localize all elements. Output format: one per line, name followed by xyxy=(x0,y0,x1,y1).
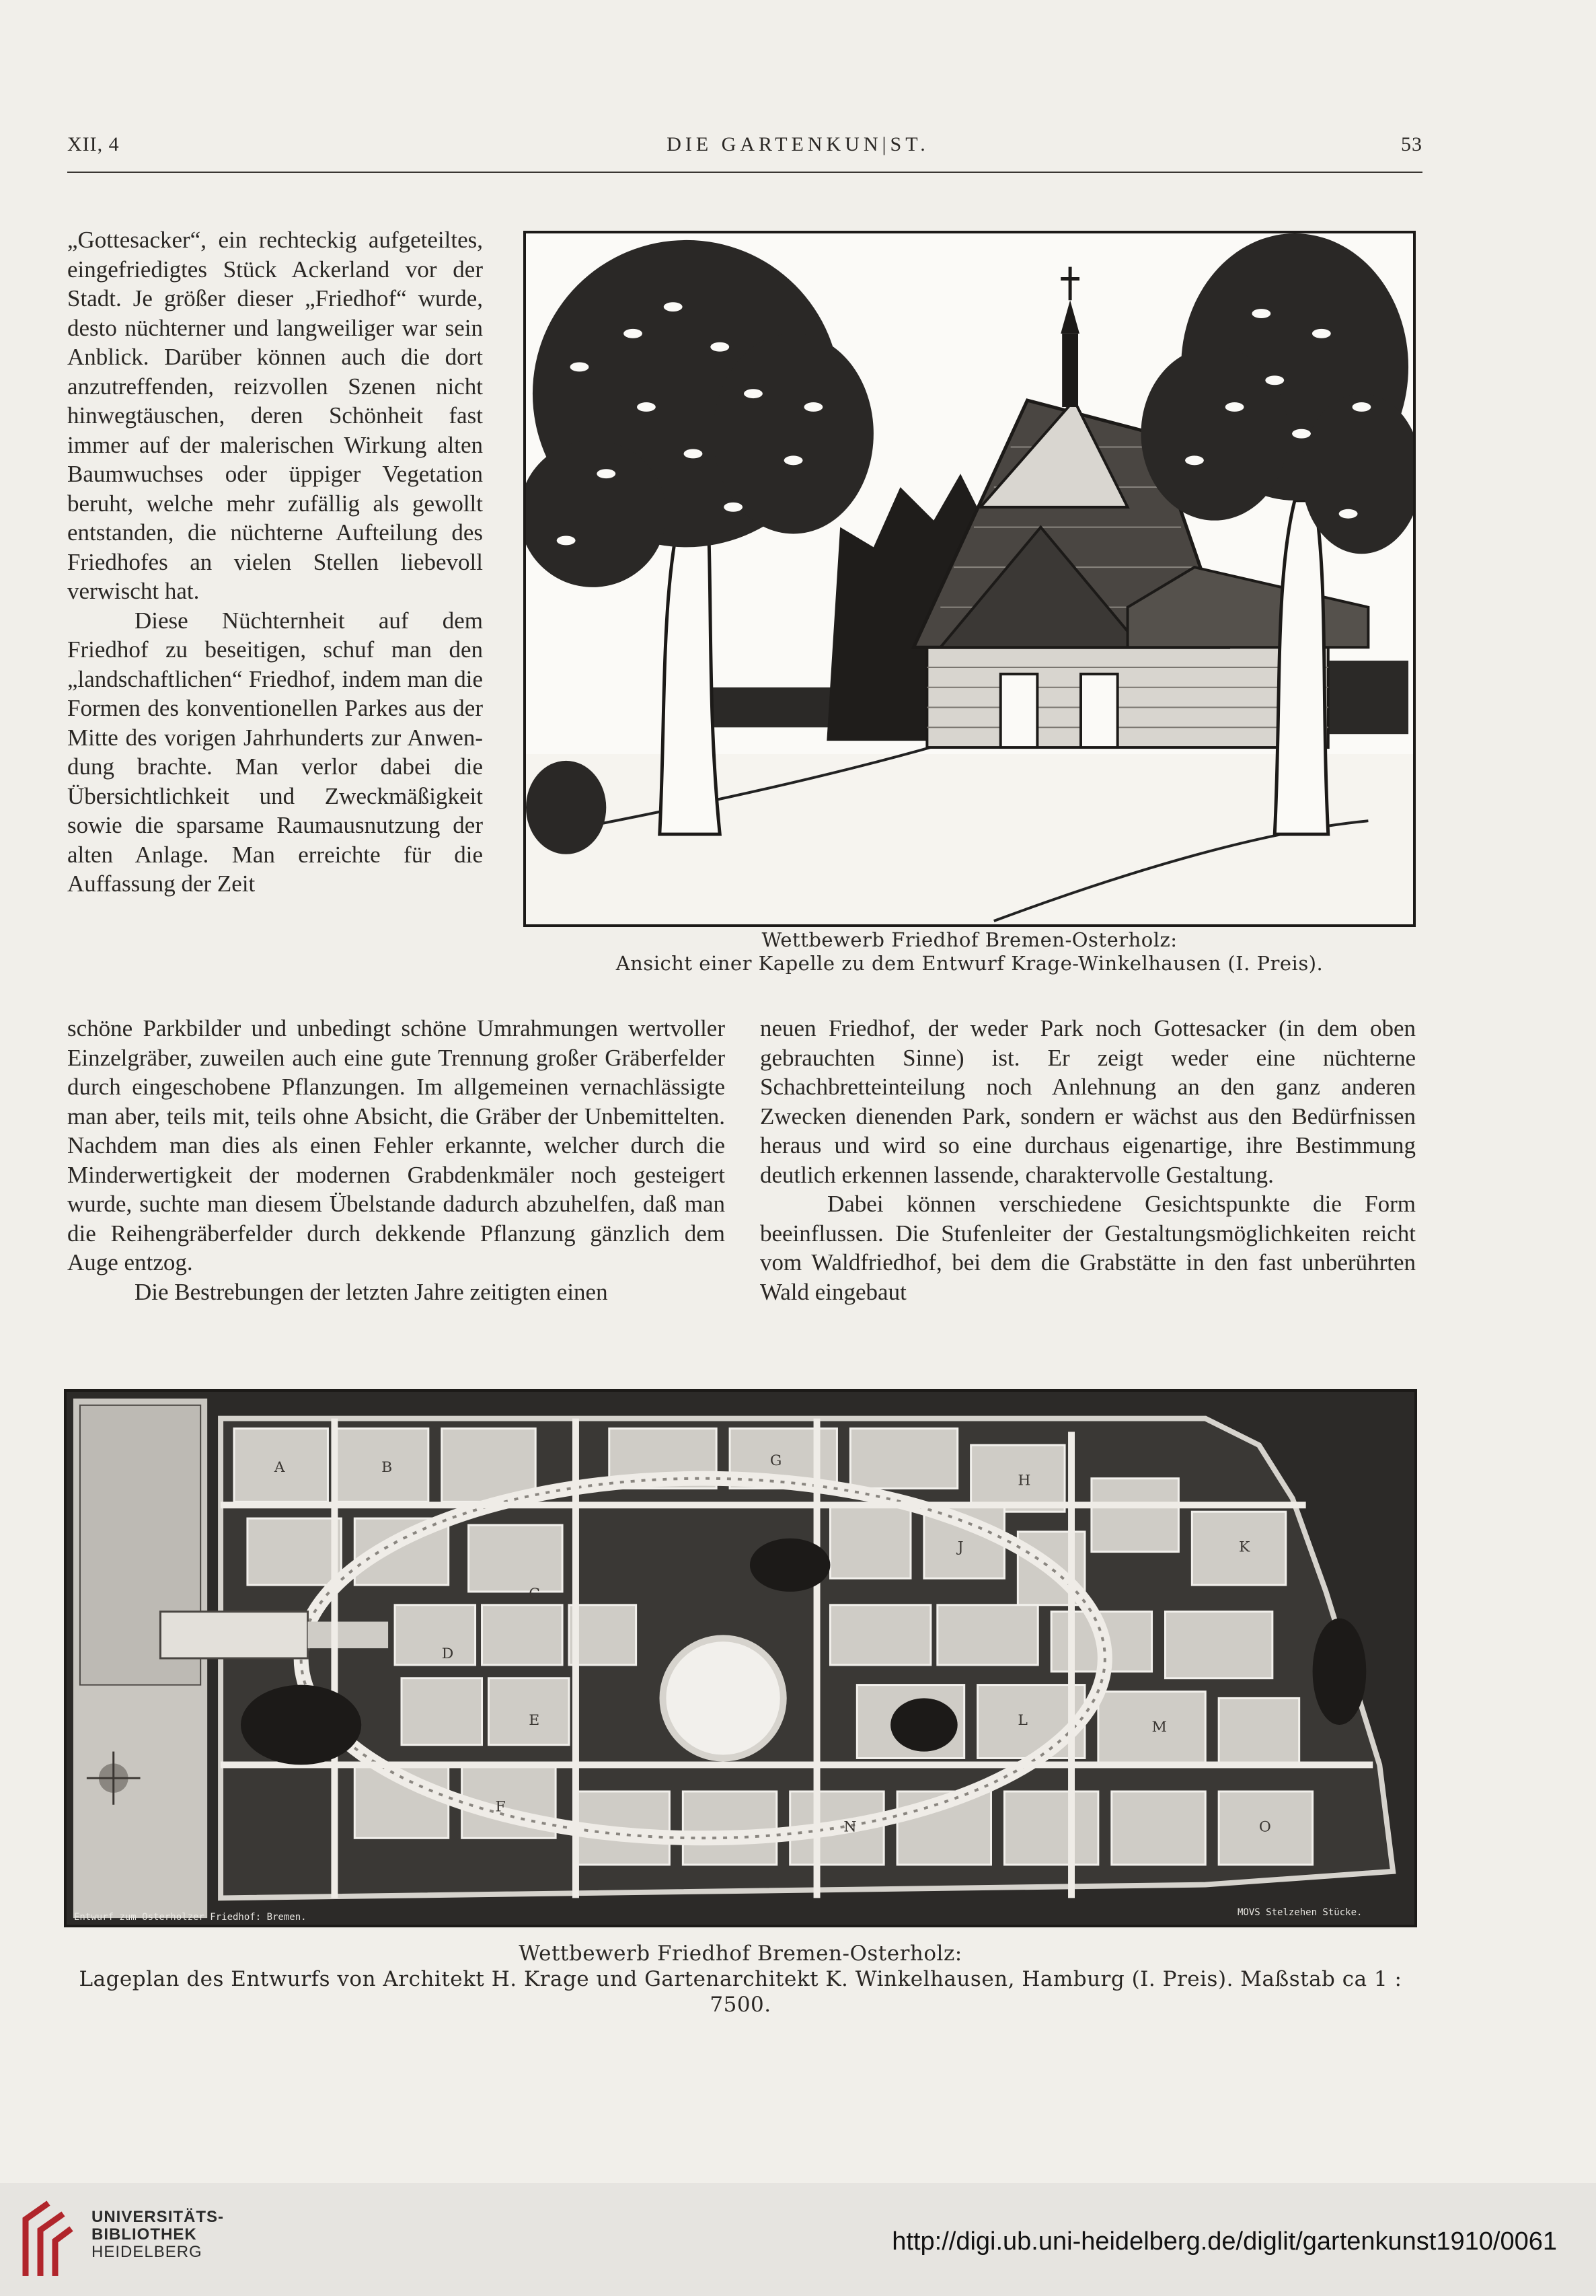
paragraph: schöne Parkbilder und unbedingt schöne Umrahmungen wertvoller Einzelgräber, zuweilen auch eine gute Trennung großer Gräberfelder durch eingeschobene Pflanzungen. Im allgemeinen vernachlässigte man aber, teils mit, teils ohne Absicht, die Gräber der Unbemittelten. Nachdem man dies als einen Fehler erkannte, welcher durch die Minderwertigkeit der modernen Grabdenkmäler noch gesteigert wurde, suchte man diesem Übelstande dadurch abzuhelfen, daß man die Reihengräberfelder durch dekkende Pflanzung gänzlich dem Auge entzog. xyxy=(67,1015,725,1275)
paragraph: Dabei können verschiedene Gesichtspunkte die Form beeinflussen. Die Stufenleiter der Gestaltungsmöglichkeiten reicht vom Waldfriedhof, bei dem die Grabstätte in den fast unberührten Wald eingebaut xyxy=(760,1191,1416,1305)
svg-text:A: A xyxy=(274,1458,285,1476)
svg-text:M: M xyxy=(1151,1718,1167,1736)
figure1-caption xyxy=(523,928,1416,975)
text-column-left-top xyxy=(67,225,483,899)
caption-line: Ansicht einer Kapelle zu dem Entwurf Krage-Winkelhausen (I. Preis). xyxy=(615,952,1324,975)
svg-text:C: C xyxy=(529,1585,541,1602)
site-plan-illustration xyxy=(64,1389,1417,1927)
library-name-line: HEIDELBERG xyxy=(91,2243,202,2261)
library-name-line: UNIVERSITÄTS- xyxy=(91,2208,225,2226)
paragraph: neuen Friedhof, der weder Park noch Gottesacker (in dem oben gebrauchten Sinne) ist. Er zeigt weder eine nüchterne Schachbretteinteilung noch Anlehnung an den ganz anderen Zwecken dienenden Park, sondern er wächst aus den Bedürfnissen heraus und wird so eine durchaus eigenartige, ihre Bestimmung deutlich erkennen lassende, charaktervolle Gestaltung. xyxy=(760,1015,1416,1188)
svg-text:B: B xyxy=(381,1458,393,1476)
volume-number: XII, 4 xyxy=(67,133,120,155)
caption-line: Lageplan des Entwurfs von Architekt H. Krage und Gartenarchitekt K. Winkelhausen, Hamburg (I. Preis). Maßstab ca 1 : 7500. xyxy=(79,1967,1402,2017)
journal-title: DIE GARTENKUN|ST. xyxy=(667,133,929,155)
svg-text:H: H xyxy=(1018,1472,1031,1489)
svg-text:G: G xyxy=(769,1452,782,1469)
paragraph: „Gottesacker“, ein rechteckig aufgeteiltes, eingefriedigtes Stück Ackerland vor der Stadt. Je größer dieser „Friedhof“ wurde, desto nüchterner und langweiliger war sein Anblick. Darüber können auch die dort anzutreffenden, reizvollen Szenen nicht hinwegtäuschen, deren Schönheit fast immer auf der malerischen Wirkung alten Baumwuchses oder üppiger Vegetation beruht, welche mehr zufällig als gewollt entstanden, die nüchterne Aufteilung des Friedhofes an vielen Stellen liebevoll verwischt hat. xyxy=(67,227,483,604)
svg-text:O: O xyxy=(1258,1818,1271,1836)
svg-text:K: K xyxy=(1239,1539,1250,1556)
plan-title-label: Entwurf zum Osterholzer Friedhof: Bremen. xyxy=(74,1912,307,1923)
page-number: 53 xyxy=(1401,133,1422,155)
paragraph: Die Bestrebungen der letzten Jahre zeitigten einen xyxy=(135,1278,608,1305)
svg-text:E: E xyxy=(529,1712,540,1729)
chapel-illustration xyxy=(523,231,1416,927)
text-column-left-bottom xyxy=(67,1014,725,1306)
library-name-line: BIBLIOTHEK xyxy=(91,2225,197,2244)
svg-text:D: D xyxy=(441,1645,454,1662)
library-logo-icon xyxy=(17,2196,77,2283)
svg-text:F: F xyxy=(495,1798,506,1816)
permalink-url[interactable]: http://digi.ub.uni-heidelberg.de/diglit/gartenkunst1910/0061 xyxy=(892,2227,1557,2256)
svg-text:L: L xyxy=(1018,1712,1028,1729)
svg-text:N: N xyxy=(843,1818,857,1836)
plan-legend-label: MOVS Stelzehen Stücke. xyxy=(1238,1907,1363,1918)
library-name xyxy=(91,2209,224,2261)
digitization-footer xyxy=(0,2183,1596,2296)
header-rule xyxy=(67,172,1422,173)
svg-text:J: J xyxy=(957,1539,964,1556)
caption-line: Wettbewerb Friedhof Bremen-Osterholz: xyxy=(519,1941,962,1966)
figure2-caption xyxy=(64,1941,1417,2017)
text-column-right-bottom xyxy=(760,1014,1416,1306)
caption-line: Wettbewerb Friedhof Bremen-Osterholz: xyxy=(761,928,1178,951)
paragraph: Diese Nüchternheit auf dem Friedhof zu beseitigen, schuf man den „landschaftlichen“ Friedhof, indem man die Formen des konventionellen Parkes aus der Mitte des vorigen Jahrhunderts zur Anwendung brachte. Man verlor dabei die Übersichtlichkeit und Zweckmäßigkeit sowie die sparsame Raumausnutzung der alten Anlage. Man erreichte für die Auffassung der Zeit xyxy=(67,607,483,897)
